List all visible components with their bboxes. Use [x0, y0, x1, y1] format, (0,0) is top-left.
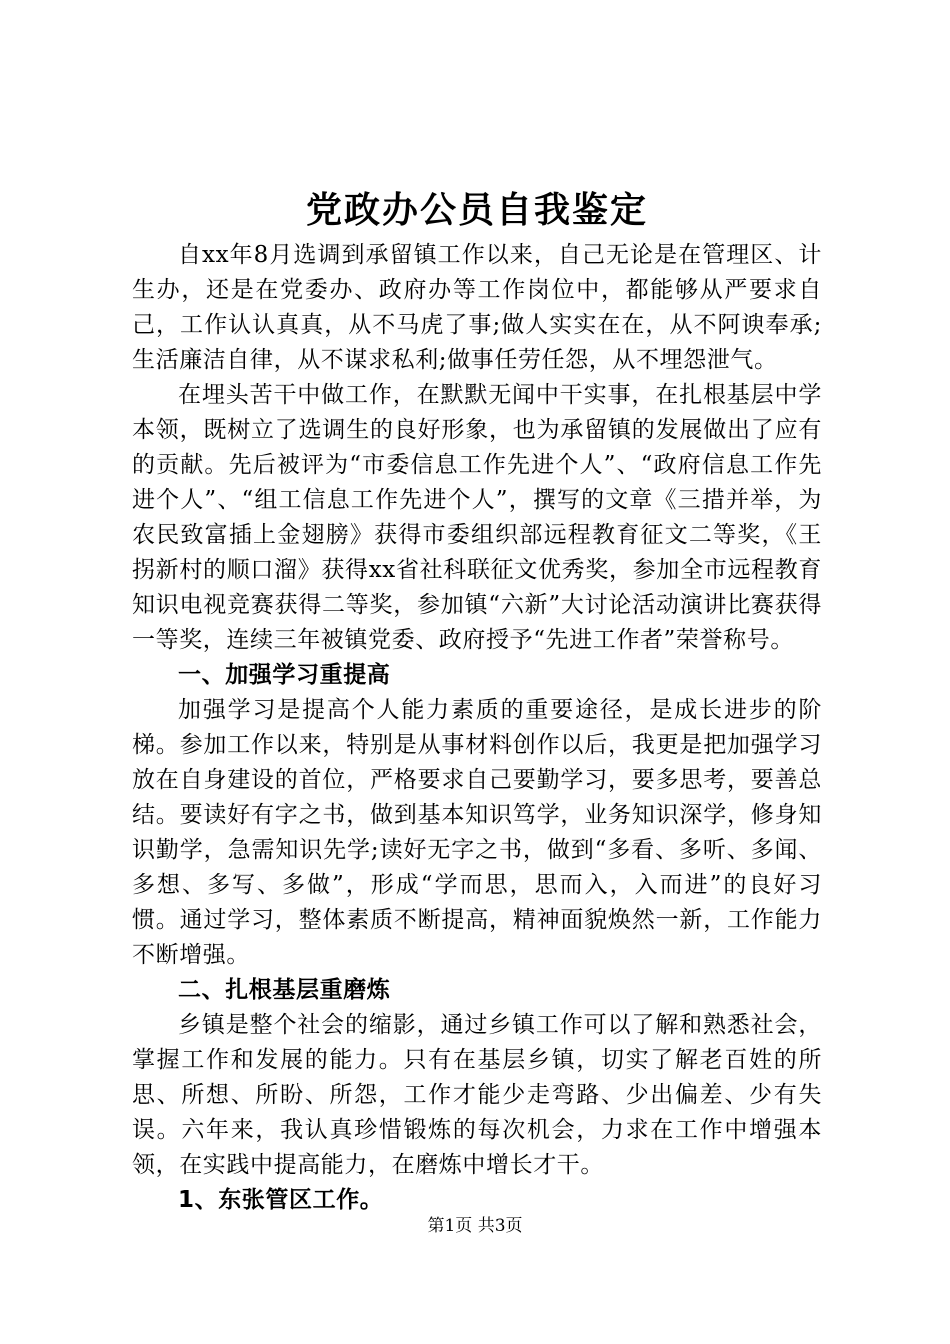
page-number-footer: 第1页 共3页 — [427, 1216, 523, 1236]
section-paragraph-study: 加强学习是提高个人能力素质的重要途径，是成长进步的阶梯。参加工作以来，特别是从事材料创作以后，我更是把加强学习放在自身建设的首位，严格要求自己要勤学习，要多思考，要善总结。要读好有字之书，做到基本知识笃学，业务知识深学，修身知识勤学，急需知识先学;读好无字之书，做到“多看、多听、多闻、多想、多写、多做”，形成“学而思，思而入，入而进”的良好习惯。通过学习，整体素质不断提高，精神面貌焕然一新，工作能力不断增强。 — [132, 697, 822, 968]
section-paragraph-grassroots: 乡镇是整个社会的缩影，通过乡镇工作可以了解和熟悉社会，掌握工作和发展的能力。只有在基层乡镇，切实了解老百姓的所思、所想、所盼、所怨，工作才能少走弯路、少出偏差、少有失误。六年来，我认真珍惜锻炼的每次机会，力求在工作中增强本领，在实践中提高能力，在磨炼中增长才干。 — [132, 1012, 822, 1178]
section-heading-grassroots: 二、扎根基层重磨炼 — [178, 977, 391, 1003]
subheading-dongzhang: 1、东张管区工作。 — [178, 1187, 384, 1213]
intro-paragraph-2: 在埋头苦干中做工作，在默默无闻中干实事，在扎根基层中学本领，既树立了选调生的良好形象，也为承留镇的发展做出了应有的贡献。先后被评为“市委信息工作先进个人”、“政府信息工作先进个人”、“组工信息工作先进个人”，撰写的文章《三措并举，为农民致富插上金翅膀》获得市委组织部远程教育征文二等奖，《王拐新村的顺口溜》获得xx省社科联征文优秀奖，参加全市远程教育知识电视竞赛获得二等奖，参加镇“六新”大讨论活动演讲比赛获得一等奖，连续三年被镇党委、政府授予“先进工作者”荣誉称号。 — [132, 382, 822, 653]
section-heading-study: 一、加强学习重提高 — [178, 662, 391, 688]
document-body — [132, 188, 822, 1218]
intro-paragraph-1: 自xx年8月选调到承留镇工作以来，自己无论是在管理区、计生办，还是在党委办、政府办等工作岗位中，都能够从严要求自己，工作认认真真，从不马虎了事;做人实实在在，从不阿谀奉承;生活廉洁自律，从不谋求私利;做事任劳任怨，从不埋怨泄气。 — [132, 242, 822, 373]
document-title: 党政办公员自我鉴定 — [305, 189, 648, 231]
